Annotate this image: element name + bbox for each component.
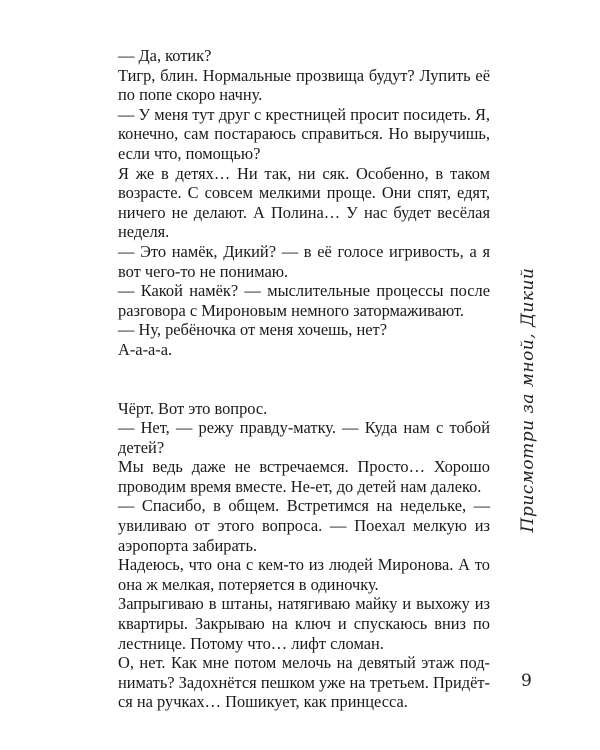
paragraph-11: Мы ведь даже не встречаемся. Просто… Хорошо проводим время вместе. Не-ет, до детей нам далеко. <box>118 457 490 496</box>
paragraph-5: — Это намёк, Дикий? — в её голосе игривость, а я вот чего-то не понимаю. <box>118 241 490 281</box>
paragraph-14: Запрыгиваю в штаны, натягиваю майку и выхожу из квартиры. Закрываю на ключ и спускаюсь вниз по лестнице. Потому что… лифт сломан. <box>118 594 490 653</box>
paragraph-15: О, нет. Как мне потом мелочь на девятый этаж поднимать? Задохнётся пешком уже на третьем. Придётся на ручках… Пошикует, как принцесса. <box>118 653 490 712</box>
paragraph-9: Чёрт. Вот это вопрос. <box>118 398 268 418</box>
paragraph-12: — Спасибо, в общем. Встретимся на недельке, — увиливаю от этого вопроса. — Поехал мелкую из аэропорта забирать. <box>118 496 490 555</box>
running-title: Присмотри за мной, Дикий <box>518 267 538 533</box>
section-break <box>118 360 490 399</box>
paragraph-10: — Нет, — режу правду-матку. — Куда нам с тобой детей? <box>118 418 490 457</box>
page-number: 9 <box>521 671 532 691</box>
paragraph-13: Надеюсь, что она с кем-то из людей Миронова. А то она ж мелкая, потеряется в одиночку. <box>118 555 490 594</box>
paragraph-6: — Какой намёк? — мыслительные процессы после разговора с Мироновым немного затормаживают. <box>118 281 490 320</box>
page-body-text <box>118 46 490 712</box>
paragraph-1: — Да, котик? <box>118 46 212 65</box>
paragraph-3: — У меня тут друг с крестницей просит посидеть. Я, конечно, сам постараюсь справиться. Но выручишь, если что, помощью? <box>118 104 490 163</box>
paragraph-8: А-а-а-а. <box>118 339 173 359</box>
paragraph-7: — Ну, ребёночка от меня хочешь, нет? <box>118 320 387 340</box>
paragraph-2: Тигр, блин. Нормальные прозвища будут? Лупить её по попе скоро начну. <box>118 65 490 105</box>
paragraph-4: Я же в детях… Ни так, ни сяк. Особенно, в таком возрасте. С совсем мелкими проще. Они спят, едят, ничего не делают. А Полина… У нас будет весёлая неделя. <box>118 163 490 242</box>
